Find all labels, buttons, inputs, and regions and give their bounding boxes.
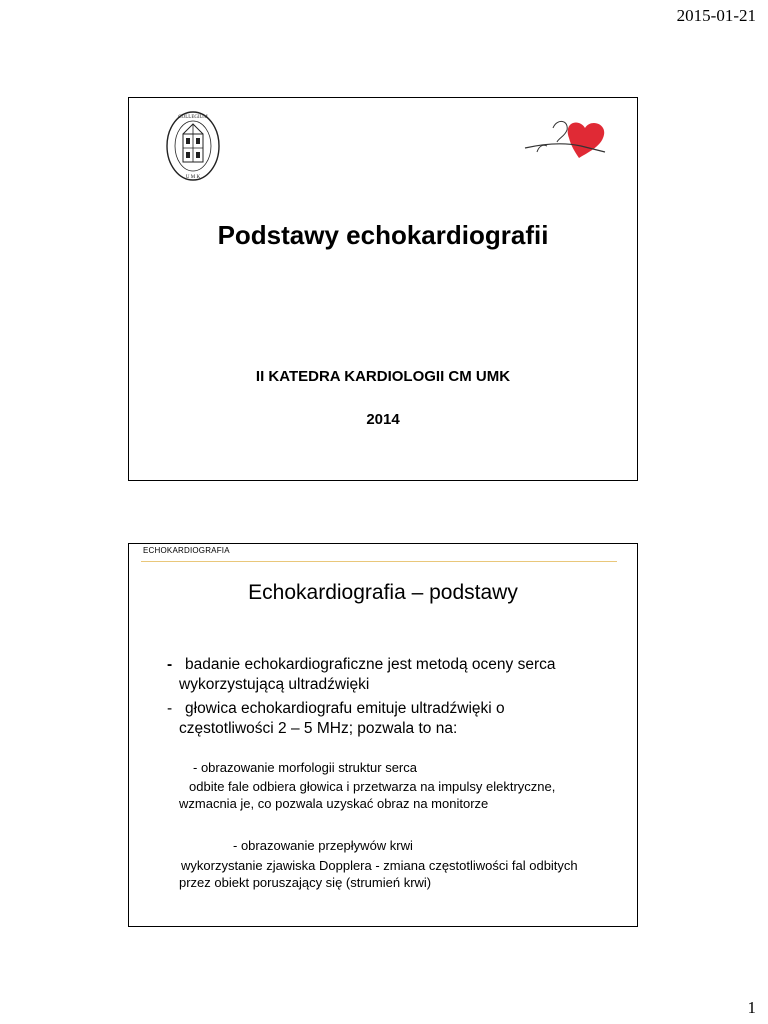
header-divider (141, 561, 617, 562)
bullet-text: badanie echokardiograficzne jest metodą oceny serca (185, 656, 556, 673)
heart-logo (523, 116, 607, 160)
description-line: odbite fale odbiera głowica i przetwarza na impulsy elektryczne, (189, 779, 556, 794)
slide-title (128, 97, 638, 481)
svg-text:U M K: U M K (185, 175, 201, 180)
page-date: 2015-01-21 (676, 6, 756, 25)
description-line: przez obiekt poruszający się (strumień krwi) (179, 875, 432, 890)
svg-text:COLLEGIUM: COLLEGIUM (178, 115, 208, 120)
page-number: 1 (747, 998, 756, 1017)
slide-basics (128, 543, 638, 927)
description-line: wzmacnia je, co pozwala uzyskać obraz na monitorze (179, 796, 489, 811)
year-label: 2014 (366, 411, 400, 428)
slide-heading: Echokardiografia – podstawy (248, 581, 518, 604)
collegium-medicum-seal-logo (165, 110, 221, 182)
sub-item-description (179, 857, 629, 891)
slide-header-label: ECHOKARDIOGRAFIA (143, 546, 230, 555)
bullet-dash: - (167, 700, 173, 717)
bullet-text-continued: wykorzystującą ultradźwięki (179, 676, 370, 693)
bullet-item (167, 655, 617, 695)
slide-title-heading: Podstawy echokardiografii (217, 220, 549, 250)
department-name: II KATEDRA KARDIOLOGII CM UMK (255, 368, 511, 385)
sub-item-label: - obrazowanie morfologii struktur serca (193, 760, 417, 775)
sub-item-description (179, 778, 609, 812)
bullet-dash: - (167, 656, 173, 673)
bullet-text-continued: częstotliwości 2 – 5 MHz; pozwala to na: (179, 720, 458, 737)
bullet-text: głowica echokardiografu emituje ultradźwięki o (185, 700, 505, 717)
description-line: wykorzystanie zjawiska Dopplera - zmiana częstotliwości fal odbitych (181, 858, 578, 873)
sub-item-label: - obrazowanie przepływów krwi (233, 838, 413, 853)
bullet-item (167, 699, 617, 739)
